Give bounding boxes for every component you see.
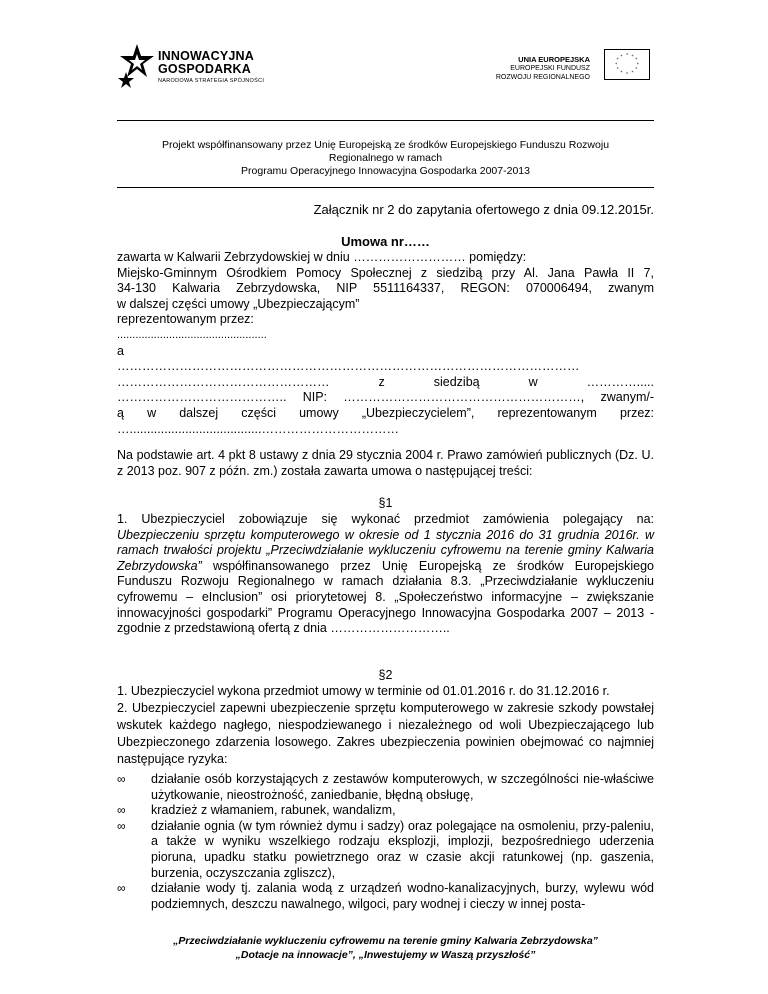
s1-rest: współfinansowanego przez Unię Europejską ze środków Europejskiego Funduszu Rozwoju Regionalnego w ramach działania 8.3. „Przeciwdziałanie wykluczeniu cyfrowemu – eInclusion” osi priorytetowej 8. „Społeczeństwo informacyjne – zwiększanie innowacyjności gospodarki” Programu Operacyjnego Innowacyjna Gospodarka 2007 – 2013 - zgodnie z przedstawioną ofertą z dnia ………………………..	[117, 558, 654, 636]
logo-line2: GOSPODARKA	[158, 62, 251, 76]
intro-line: 34-130 Kalwaria Zebrzydowska, NIP 5511164337, REGON: 070006494, zwanym	[117, 281, 654, 296]
intro-line: reprezentowanym przez:	[117, 312, 254, 327]
svg-text:*: *	[620, 53, 623, 59]
intro-line: …......................................……………………………	[117, 421, 399, 436]
eu-line1: UNIA EUROPEJSKA	[518, 55, 590, 64]
section2-body	[117, 684, 654, 768]
infinity-bullet-icon: ∞	[117, 772, 126, 786]
s1-lead: 1. Ubezpieczyciel zobowiązuje się wykonać przedmiot zamówienia polegający na:	[117, 512, 654, 526]
innowacyjna-gospodarka-logo	[118, 38, 278, 96]
project-line1: Projekt współfinansowany przez Unię Europejską ze środków Europejskiego Funduszu Rozwoju	[161, 139, 610, 151]
svg-text:*: *	[625, 71, 629, 77]
legal-basis: Na podstawie art. 4 pkt 8 ustawy z dnia 29 stycznia 2004 r. Prawo zamówień publicznych (Dz. U. z 2013 poz. 907 z późn. zm.) została zawarta umowa o następującej treści:	[117, 448, 654, 478]
svg-text:*: *	[616, 57, 619, 63]
intro-line: w dalszej części umowy „Ubezpieczającym”	[117, 296, 360, 311]
s2-point2: 2. Ubezpieczyciel zapewni ubezpieczenie sprzętu komputerowego w zakresie szkody powstałej wskutek każdego nagłego, niespodziewanego i niezależnego od woli Ubezpieczającego lub Ubezpieczonego zdarzenia losowego. Zakres ubezpieczenia powinien obejmować co najmniej następujące ryzyka:	[117, 700, 654, 766]
project-line3: Programu Operacyjnego Innowacyjna Gospodarka 2007-2013	[241, 165, 530, 177]
eu-label	[470, 55, 590, 82]
svg-text:*: *	[631, 53, 634, 59]
section2-heading: §2	[378, 668, 393, 682]
page-footer	[117, 934, 654, 962]
eu-flag-icon	[604, 49, 650, 80]
logo-line1: INNOWACYJNA	[158, 49, 254, 63]
list-item-text: działanie ognia (w tym również dymu i sadzy) oraz polegające na osmoleniu, przy-paleniu, a także w wyniku wszelkiego rodzaju eksplozji, implozji, bezpośredniego uderzenia pioruna, upadku statku powietrznego oraz w czasie akcji ratunkowej (np. gaszenia, burzenia, oczyszczania zgliszcz),	[151, 818, 654, 880]
intro-line: ą w dalszej części umowy „Ubezpieczycielem”, reprezentowanym przez:	[117, 405, 654, 420]
intro-line: a	[117, 343, 124, 358]
intro-line: …………………………………………… z siedzibą w ………….....	[117, 374, 654, 389]
svg-text:*: *	[620, 69, 623, 75]
intro-line: …………………………………………………………………………………………………	[117, 359, 580, 374]
contract-title: Umowa nr……	[341, 234, 430, 249]
svg-text:*: *	[636, 61, 639, 67]
eu-line2: EUROPEJSKI FUNDUSZ	[510, 65, 590, 72]
intro-line: zawarta w Kalwarii Zebrzydowskiej w dniu ……………………… pomiędzy:	[117, 250, 527, 264]
svg-text:*: *	[635, 57, 638, 63]
section1-body	[117, 512, 654, 637]
svg-text:*: *	[635, 66, 638, 72]
list-item-text: działanie osób korzystających z zestawów komputerowych, w szczególności nie-właściwe użytkowanie, nieostrożność, zaniedbanie, błędną obsługę,	[151, 772, 654, 802]
svg-text:*: *	[625, 52, 629, 58]
intro-line: ………………………………….. NIP: …………………………………………………, zwanym/-	[117, 390, 654, 405]
list-item	[117, 819, 654, 881]
intro-line: Miejsko-Gminnym Ośrodkiem Pomocy Społecznej z siedzibą przy Al. Jana Pawła II 7,	[117, 265, 654, 280]
s1-italic: Ubezpieczeniu sprzętu komputerowego w okresie od 1 stycznia 2016 do 31 grudnia 2016r. w ramach trwałości projektu „Przeciwdziałanie wykluczeniu cyfrowemu na terenie gminy Kalwaria Zebrzydowska”	[117, 527, 654, 573]
header-rule-bottom	[117, 187, 654, 188]
logo-subtitle: NARODOWA STRATEGIA SPÓJNOŚCI	[158, 78, 265, 84]
eu-line3: ROZWOJU REGIONALNEGO	[495, 74, 590, 81]
infinity-bullet-icon: ∞	[117, 803, 126, 818]
list-item	[117, 803, 654, 819]
svg-text:*: *	[616, 66, 619, 72]
contract-intro	[117, 250, 654, 437]
star-cluster-icon	[118, 42, 156, 88]
project-line2: Regionalnego w ramach	[328, 152, 443, 164]
infinity-bullet-icon: ∞	[117, 818, 126, 833]
footer-line1: „Przeciwdziałanie wykluczeniu cyfrowemu na terenie gminy Kalwaria Zebrzydowska”	[173, 935, 598, 947]
list-item	[117, 772, 654, 803]
risk-list	[117, 772, 654, 912]
list-item	[117, 881, 654, 912]
section1-heading: §1	[378, 496, 393, 510]
svg-text:*: *	[631, 69, 634, 75]
footer-line2: „Dotacje na innowacje”, „Inwestujemy w Waszą przyszłość”	[235, 949, 536, 961]
attachment-note: Załącznik nr 2 do zapytania ofertowego z dnia 09.12.2015r.	[313, 202, 654, 217]
list-item-text: kradzież z włamaniem, rabunek, wandalizm,	[151, 803, 396, 818]
intro-line: .................................................	[117, 328, 267, 341]
list-item-text: działanie wody tj. zalania wodą z urządzeń wodno-kanalizacyjnych, burzy, wylewu wód podziemnych, deszczu nawalnego, wilgoci, pary wodnej i cieczy w innej posta-	[151, 881, 654, 911]
s2-point1: 1. Ubezpieczyciel wykona przedmiot umowy w terminie od 01.01.2016 r. do 31.12.2016 r.	[117, 684, 610, 698]
header-rule-top	[117, 120, 654, 121]
svg-text:*: *	[615, 61, 618, 67]
infinity-bullet-icon: ∞	[117, 881, 126, 896]
project-note	[117, 139, 654, 178]
